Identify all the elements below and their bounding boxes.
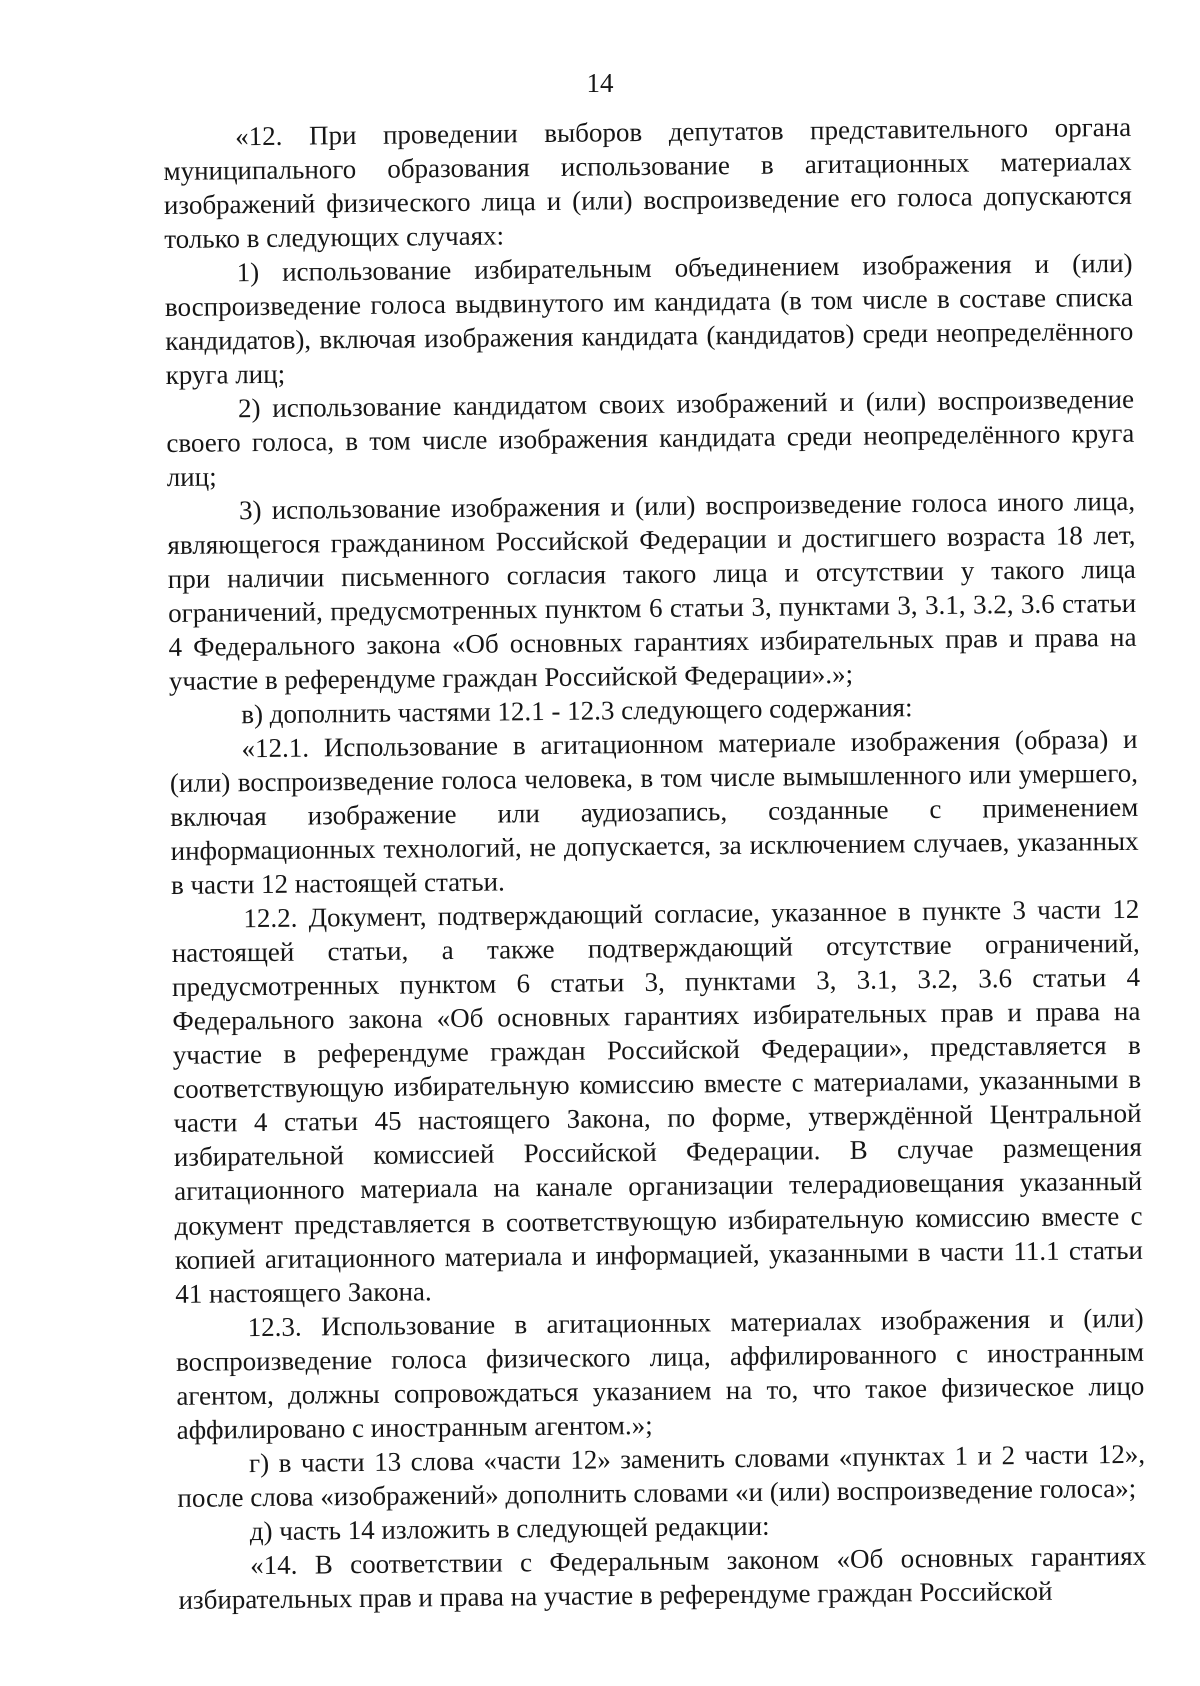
amendment-g: г) в части 13 слова «части 12» заменить словами «пунктах 1 и 2 части 12», после слова «изображений» дополнить словами «и (или) воспроизведение голоса»; <box>177 1438 1146 1513</box>
paragraph-12-item-2: 2) использование кандидатом своих изображений и (или) воспроизведение своего голоса, в том числе изображения кандидата среди неопределённого круга лиц; <box>166 383 1135 493</box>
paragraph-12-1: «12.1. Использование в агитационном материале изображения (образа) и (или) воспроизведение голоса человека, в том числе вымышленного или умершего, включая изображение или аудиозапись, созданные с применением информационных технологий, не допускается, за исключением случаев, указанных в части 12 настоящей статьи. <box>169 724 1139 901</box>
paragraph-12-item-1: 1) использование избирательным объединением изображения и (или) воспроизведение голоса выдвинутого им кандидата (в том числе в составе списка кандидатов), включая изображения кандидата (кандидатов) среди неопределённого круга лиц; <box>164 247 1134 391</box>
document-body <box>163 110 1147 1617</box>
paragraph-12-item-3: 3) использование изображения и (или) воспроизведение голоса иного лица, являющегося гражданином Российской Федерации и достигшего возраста 18 лет, при наличии письменного согласия такого лица и отсутствии у такого лица ограничений, предусмотренных пунктом 6 статьи 3, пунктами 3, 3.1, 3.2, 3.6 статьи 4 Федерального закона «Об основных гарантиях избирательных прав и права на участие в референдуме граждан Российской Федерации».»; <box>167 486 1137 697</box>
paragraph-14: «14. В соответствии с Федеральным законом «Об основных гарантиях избирательных прав и права на участие в референдуме граждан Российской <box>178 1540 1147 1615</box>
page-number: 14 <box>586 68 614 98</box>
paragraph-12-2: 12.2. Документ, подтверждающий согласие, указанное в пункте 3 части 12 настоящей статьи, а также подтверждающий отсутствие ограничений, предусмотренных пунктом 6 статьи 3, пунктами 3, 3.1, 3.2, 3.6 статьи 4 Федерального закона «Об основных гарантиях избирательных прав и права на участие в референдуме граждан Российской Федерации», представляется в соответствующую избирательную комиссию вместе с материалами, указанными в части 4 статьи 45 настоящего Закона, по форме, утверждённой Центральной избирательной комиссией Российской Федерации. В случае размещения агитационного материала на канале организации телерадиовещания указанный документ представляется в соответствующую избирательную комиссию вместе с копией агитационного материала и информацией, указанными в части 11.1 статьи 41 настоящего Закона. <box>171 894 1144 1309</box>
paragraph-12-3: 12.3. Использование в агитационных материалах изображения и (или) воспроизведение голоса физического лица, аффилированного с иностранным агентом, должны сопровождаться указанием на то, что такое физическое лицо аффилировано с иностранным агентом.»; <box>175 1302 1145 1445</box>
amendment-d: д) часть 14 изложить в следующей редакции: <box>249 1510 770 1546</box>
paragraph-12: «12. При проведении выборов депутатов представительного органа муниципального образования использование в агитационных материалах изображений физического лица и (или) воспроизведение его голоса допускаются только в следующих случаях: <box>163 111 1132 255</box>
amendment-v: в) дополнить частями 12.1 - 12.3 следующего содержания: <box>241 692 913 730</box>
